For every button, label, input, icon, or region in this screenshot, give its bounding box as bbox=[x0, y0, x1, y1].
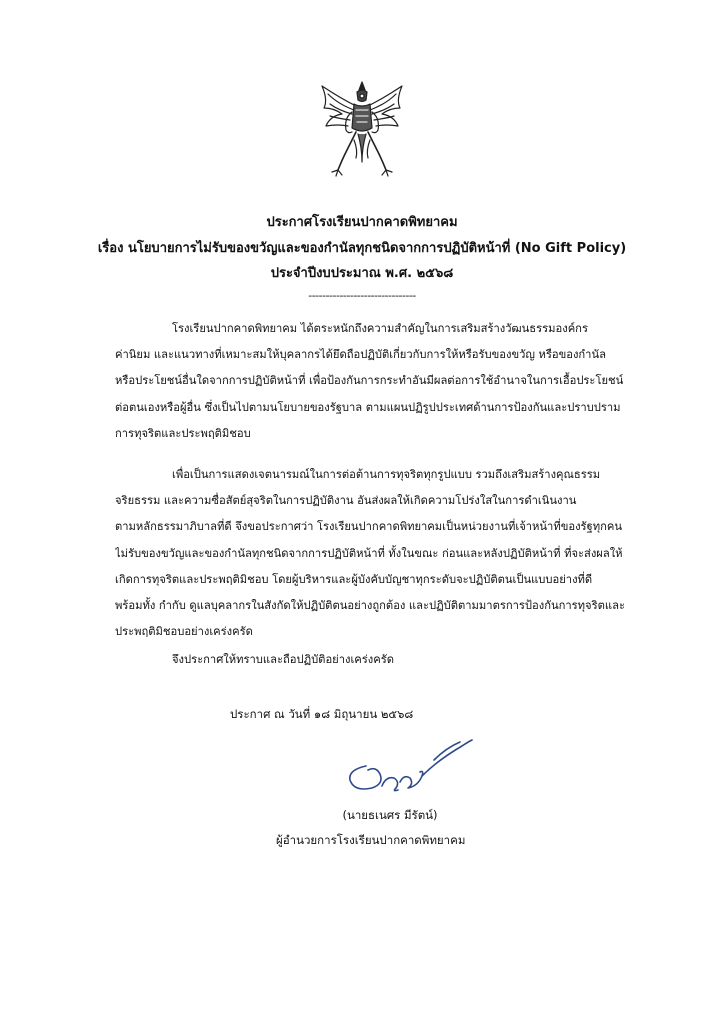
paragraph-line: การทุจริตและประพฤติมิชอบ bbox=[115, 426, 251, 440]
garuda-emblem-icon bbox=[316, 78, 408, 178]
heading-divider: ------------------------------- bbox=[308, 289, 416, 302]
paragraph-line: ค่านิยม และแนวทางที่เหมาะสมให้บุคลากรได้ยึดถือปฏิบัติเกี่ยวกับการให้หรือรับของขวัญ หรือของกำนัล bbox=[115, 348, 606, 362]
paragraph-closing bbox=[115, 647, 650, 673]
paragraph-line: หรือประโยชน์อื่นใดจากการปฏิบัติหน้าที่ เพื่อป้องกันการกระทำอันมีผลต่อการใช้อำนาจในการเอื้อประโยชน์ bbox=[115, 374, 624, 388]
paragraph-line: จึงประกาศให้ทราบและถือปฏิบัติอย่างเคร่งครัด bbox=[172, 653, 395, 666]
paragraph-line: โรงเรียนปากคาดพิทยาคม ได้ตระหนักถึงความสำคัญในการเสริมสร้างวัฒนธรรมองค์กร bbox=[172, 322, 588, 335]
paragraph-line: จริยธรรม และความซื่อสัตย์สุจริตในการปฏิบัติงาน อันส่งผลให้เกิดความโปร่งใสในการดำเนินงาน bbox=[115, 494, 577, 508]
signer-name: (นายธเนศร มีรัตน์) bbox=[342, 808, 438, 822]
signer-title: ผู้อำนวยการโรงเรียนปากคาดพิทยาคม bbox=[276, 833, 466, 847]
paragraph-line: ประพฤติมิชอบอย่างเคร่งครัด bbox=[115, 625, 253, 639]
paragraph-line: ไม่รับของขวัญและของกำนัลทุกชนิดจากการปฏิบัติหน้าที่ ทั้งในขณะ ก่อนและหลังปฏิบัติหน้าที่ ที่จะส่งผลให้ bbox=[115, 546, 623, 560]
announcement-subject: เรื่อง นโยบายการไม่รับของขวัญและของกำนัลทุกชนิดจากการปฏิบัติหน้าที่ (No Gift Policy) bbox=[97, 241, 627, 256]
paragraph-line: ต่อตนเองหรือผู้อื่น ซึ่งเป็นไปตามนโยบายของรัฐบาล ตามแผนปฏิรูปประเทศด้านการป้องกันและปราบปราม bbox=[115, 400, 621, 414]
paragraph-line: เกิดการทุจริตและประพฤติมิชอบ โดยผู้บริหารและผู้บังคับบัญชาทุกระดับจะปฏิบัติตนเป็นแบบอย่างที่ดี bbox=[115, 572, 593, 586]
handwritten-signature bbox=[338, 736, 478, 798]
paragraph-policy bbox=[115, 462, 650, 645]
announcement-date: ประกาศ ณ วันที่ ๑๘ มิถุนายน ๒๕๖๘ bbox=[230, 707, 414, 721]
announcement-heading: ประกาศโรงเรียนปากคาดพิทยาคม bbox=[266, 215, 458, 230]
paragraph-line: พร้อมทั้ง กำกับ ดูแลบุคลากรในสังกัดให้ปฏิบัติตนอย่างถูกต้อง และปฏิบัติตามมาตรการป้องกันการทุจริตและ bbox=[115, 599, 625, 613]
paragraph-line: เพื่อเป็นการแสดงเจตนารมณ์ในการต่อต้านการทุจริตทุกรูปแบบ รวมถึงเสริมสร้างคุณธรรม bbox=[172, 468, 601, 481]
paragraph-line: ตามหลักธรรมาภิบาลที่ดี จึงขอประกาศว่า โรงเรียนปากคาดพิทยาคมเป็นหน่วยงานที่เจ้าหน้าที่ของรัฐทุกคน bbox=[115, 520, 622, 534]
paragraph-intro bbox=[115, 316, 650, 447]
fiscal-year-heading: ประจำปีงบประมาณ พ.ศ. ๒๕๖๘ bbox=[270, 266, 454, 281]
